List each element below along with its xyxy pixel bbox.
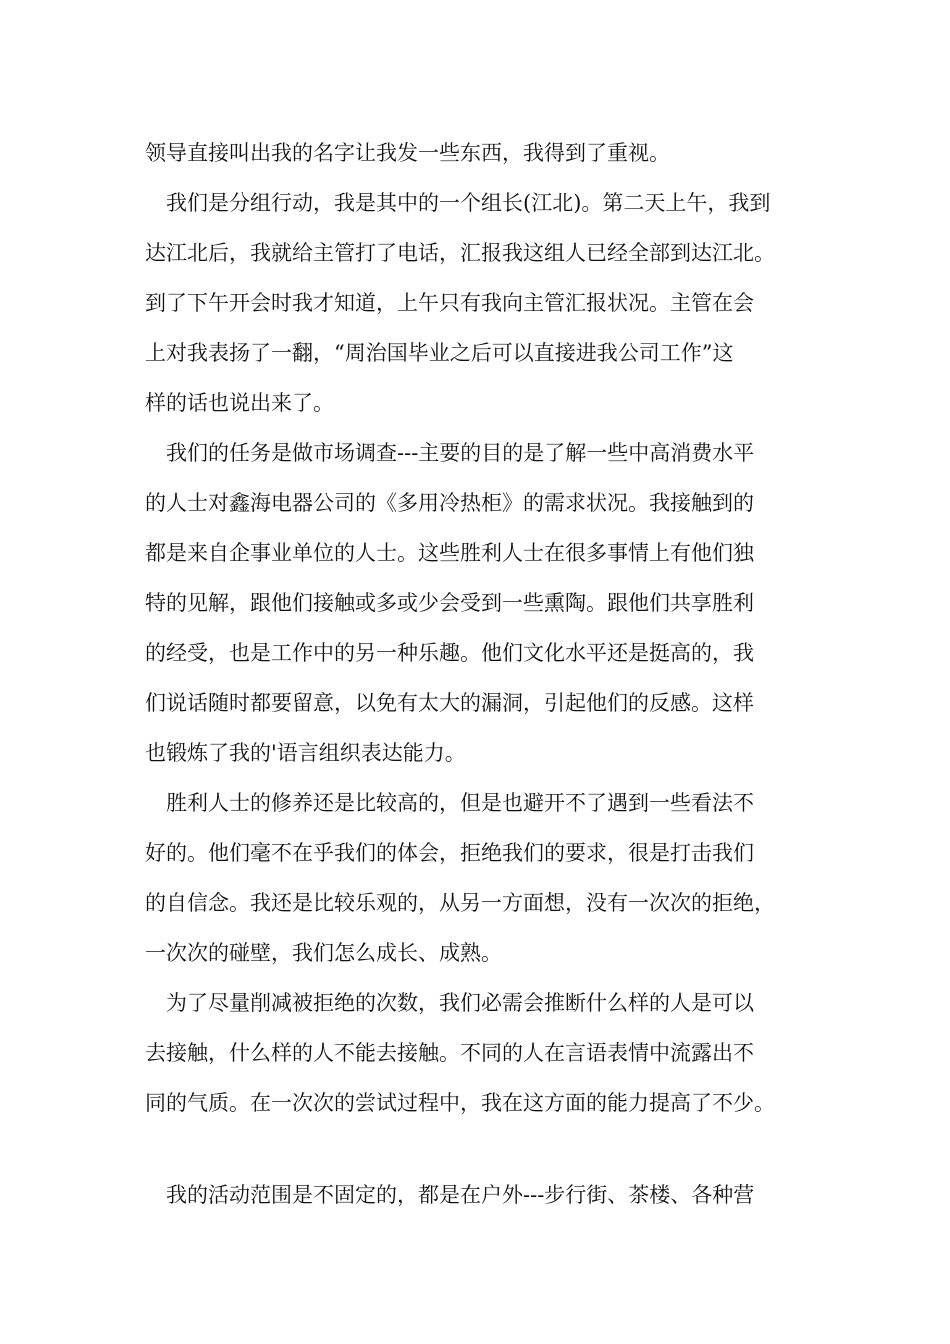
text-line: 样的话也说出来了。 — [145, 391, 334, 415]
text-line: 我们的任务是做市场调查---主要的目的是了解一些中高消费水平 — [166, 441, 755, 465]
text-line: 去接触，什么样的人不能去接触。不同的人在言语表情中流露出不 — [145, 1041, 754, 1065]
text-line: 的自信念。我还是比较乐观的，从另一方面想，没有一次次的拒绝， — [145, 891, 775, 915]
text-line: 一次次的碰壁，我们怎么成长、成熟。 — [145, 941, 502, 965]
text-line: 为了尽量削减被拒绝的次数，我们必需会推断什么样的人是可以 — [166, 991, 754, 1015]
text-line: 的经受，也是工作中的另一种乐趣。他们文化水平还是挺高的，我 — [145, 641, 754, 665]
text-line: 同的气质。在一次次的尝试过程中，我在这方面的能力提高了不少。 — [145, 1091, 775, 1115]
text-line: 到了下午开会时我才知道，上午只有我向主管汇报状况。主管在会 — [145, 291, 754, 315]
text-line: 领导直接叫出我的名字让我发一些东西，我得到了重视。 — [145, 141, 670, 165]
text-line: 们说话随时都要留意，以免有太大的漏洞，引起他们的反感。这样 — [145, 691, 754, 715]
text-line: 也锻炼了我的'语言组织表达能力。 — [145, 741, 466, 765]
text-line: 好的。他们毫不在乎我们的体会，拒绝我们的要求，很是打击我们 — [145, 841, 754, 865]
text-line: 达江北后，我就给主管打了电话，汇报我这组人已经全部到达江北。 — [145, 241, 775, 265]
text-line: 上对我表扬了一翻，“周治国毕业之后可以直接进我公司工作”这 — [145, 341, 734, 365]
text-line: 的人士对鑫海电器公司的《多用冷热柜》的需求状况。我接触到的 — [145, 491, 754, 515]
text-line: 我的活动范围是不固定的，都是在户外---步行街、茶楼、各种营 — [166, 1183, 755, 1207]
text-line: 都是来自企事业单位的人士。这些胜利人士在很多事情上有他们独 — [145, 541, 754, 565]
text-line: 我们是分组行动，我是其中的一个组长(江北)。第二天上午，我到 — [166, 191, 771, 215]
text-line: 胜利人士的修养还是比较高的，但是也避开不了遇到一些看法不 — [166, 791, 754, 815]
text-line: 特的见解，跟他们接触或多或少会受到一些熏陶。跟他们共享胜利 — [145, 591, 754, 615]
